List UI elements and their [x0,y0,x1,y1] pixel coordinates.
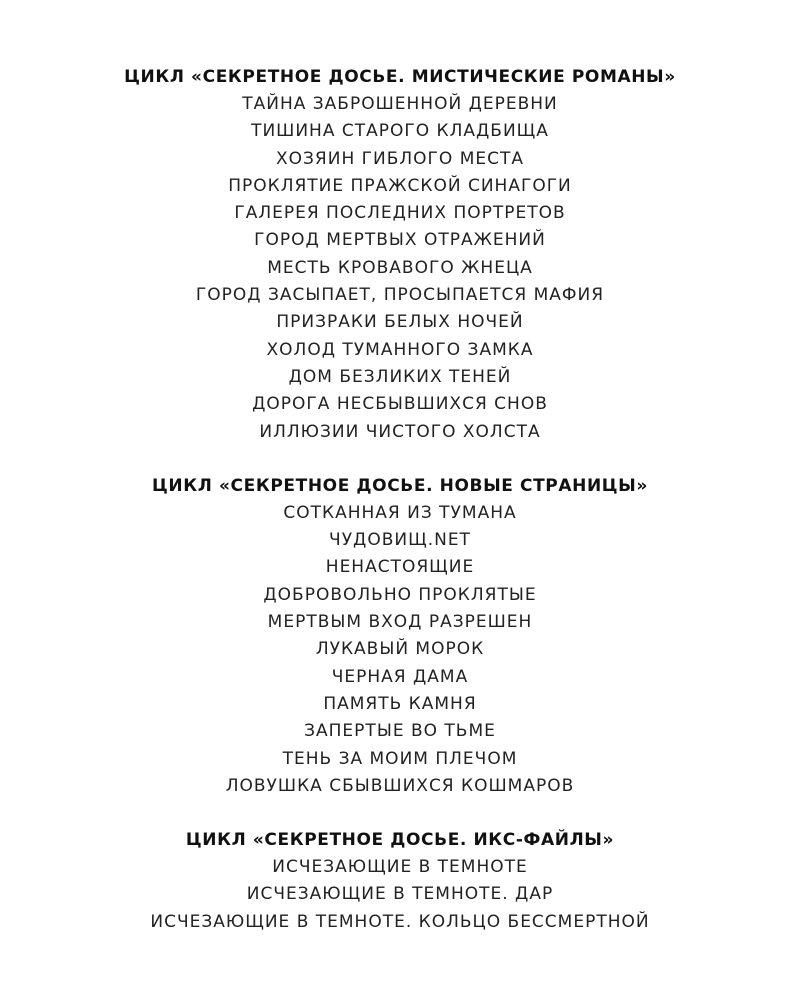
book-title: ДОМ БЕЗЛИКИХ ТЕНЕЙ [288,366,512,387]
book-title: ТАЙНА ЗАБРОШЕННОЙ ДЕРЕВНИ [242,94,558,114]
book-title: ЛОВУШКА СБЫВШИХСЯ КОШМАРОВ [225,775,575,796]
book-title: ПРОКЛЯТИЕ ПРАЖСКОЙ СИНАГОГИ [228,175,572,196]
book-title: СОТКАННАЯ ИЗ ТУМАНА [283,502,517,523]
cycle-new-pages [0,473,800,800]
book-title: ХОЗЯИН ГИБЛОГО МЕСТА [276,148,524,169]
book-title: ЛУКАВЫЙ МОРОК [315,639,485,660]
book-title: ИЛЛЮЗИИ ЧИСТОГО ХОЛСТА [259,421,541,442]
book-title: ИСЧЕЗАЮЩИЕ В ТЕМНОТЕ. КОЛЬЦО БЕССМЕРТНОЙ [150,911,650,932]
book-title: НЕНАСТОЯЩИЕ [325,557,475,578]
book-title: ПАМЯТЬ КАМНЯ [323,693,477,714]
book-title: ЧУДОВИЩ.NET [329,530,471,551]
book-title: ГОРОД ЗАСЫПАЕТ, ПРОСЫПАЕТСЯ МАФИЯ [195,285,605,306]
book-title: ДОБРОВОЛЬНО ПРОКЛЯТЫЕ [263,584,537,605]
cycle-title: ЦИКЛ «СЕКРЕТНОЕ ДОСЬЕ. МИСТИЧЕСКИЕ РОМАНЫ» [124,67,676,87]
book-title: ЗАПЕРТЫЕ ВО ТЬМЕ [304,721,496,742]
book-title: ТЕНЬ ЗА МОИМ ПЛЕЧОМ [282,748,518,769]
book-title: ДОРОГА НЕСБЫВШИХСЯ СНОВ [252,394,548,415]
book-list [0,91,800,446]
cycle-mystic-novels [0,64,800,446]
book-title: ПРИЗРАКИ БЕЛЫХ НОЧЕЙ [276,312,524,333]
book-title: ТИШИНА СТАРОГО КЛАДБИЩА [251,121,549,142]
cycle-x-files [0,827,800,936]
book-title: ИСЧЕЗАЮЩИЕ В ТЕМНОТЕ. ДАР [246,884,554,905]
book-list [0,500,800,800]
book-title: ГАЛЕРЕЯ ПОСЛЕДНИХ ПОРТРЕТОВ [234,203,566,224]
cycle-title: ЦИКЛ «СЕКРЕТНОЕ ДОСЬЕ. НОВЫЕ СТРАНИЦЫ» [152,475,648,496]
book-title: МЕСТЬ КРОВАВОГО ЖНЕЦА [267,257,533,278]
book-list [0,854,800,936]
cycle-title: ЦИКЛ «СЕКРЕТНОЕ ДОСЬЕ. ИКС-ФАЙЛЫ» [185,830,615,851]
book-title: ИСЧЕЗАЮЩИЕ В ТЕМНОТЕ [272,857,528,878]
book-title: ГОРОД МЕРТВЫХ ОТРАЖЕНИЙ [254,230,546,251]
book-title: МЕРТВЫМ ВХОД РАЗРЕШЕН [267,612,533,633]
book-title: ЧЕРНАЯ ДАМА [331,666,469,687]
book-title: ХОЛОД ТУМАННОГО ЗАМКА [266,339,534,360]
